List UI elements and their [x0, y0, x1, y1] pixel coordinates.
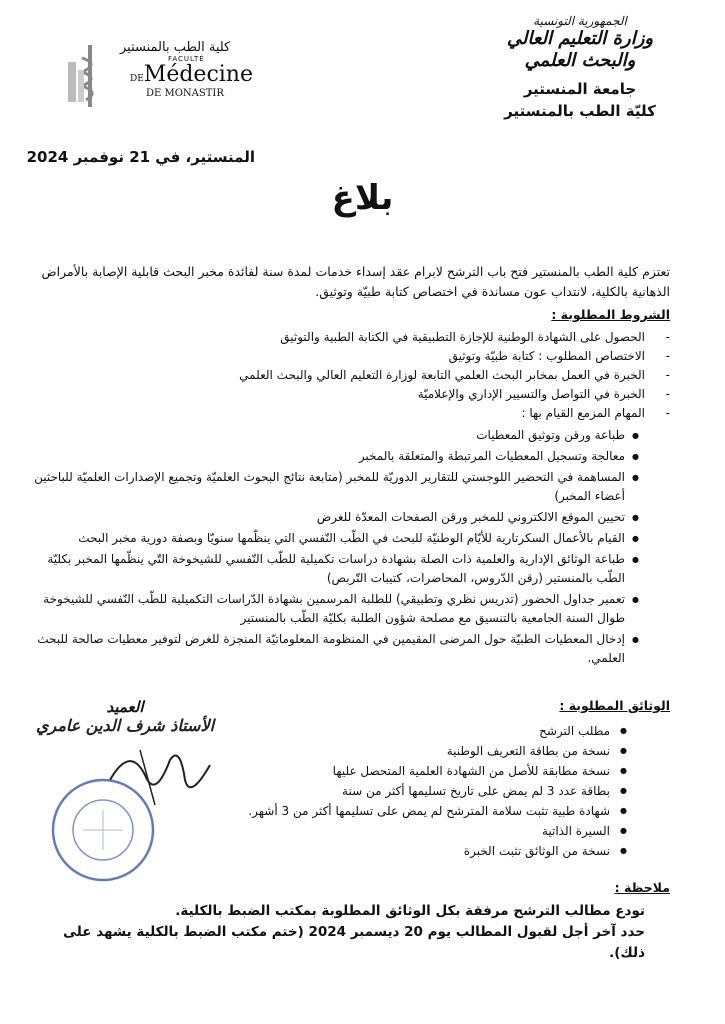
conditions-section — [32, 307, 725, 670]
list-item: ● شهادة طبية تثبت سلامة المترشح لم يمض على تسليمها أكثر من 3 أشهر. — [230, 801, 725, 821]
list-item: - المهام المزمع القيام بها : — [32, 404, 725, 423]
list-item: ● السيرة الذاتية — [230, 821, 725, 841]
header-institution — [465, 14, 695, 120]
conditions-heading: الشروط المطلوبة : — [551, 307, 670, 322]
faculty-logo — [60, 40, 253, 110]
dean-title: العميد — [106, 698, 144, 716]
list-item: - الخبرة في التواصل والتسيير الإداري والإعلاميّة — [32, 385, 725, 404]
republic-label: الجمهورية التونسية — [533, 14, 627, 28]
list-item: ● المساهمة في التحضير اللوجستي للتقارير الدوريّة للمخبر (متابعة نتائج البحوث العلميّة وتجميع الإصدارات العلميّة للباحثين أعضاء المخبر) — [32, 468, 725, 506]
note-line-2: حدد آخر أجل لقبول المطالب يوم 20 ديسمبر 2024 (ختم مكتب الضبط بالكلية يشهد على ذلك). — [63, 924, 645, 961]
list-item: ● القيام بالأعمال السكرتارية للأيّام الوطنيّة للبحث في الطّب النّفسي التي ينظّمها سنويّا وبصفة دورية مخبر البحث — [32, 529, 725, 548]
dean-signature-block — [35, 698, 215, 735]
logo-faculte: FACULTÉ — [168, 55, 205, 63]
document-date: المنستير، في 21 نوفمبر 2024 — [26, 148, 255, 166]
conditions-list — [32, 328, 725, 423]
ministry-line1: وزارة التعليم العالي — [506, 28, 654, 49]
note-section — [40, 880, 670, 964]
list-item: - الحصول على الشهادة الوطنية للإجازة التطبيقية في الكتابة الطبية والتوثيق — [32, 328, 725, 347]
list-item: ● تعمير جداول الحضور (تدريس نظري وتطبيقي) للطلبة المرسمين بشهادة الدّراسات التكميلية للطّب النّفسي للشيخوخة طوال السنة الجامعية بالتنسيق مع مصلحة شؤون الطلبة بكليّة الطّب بالمنستير — [32, 590, 725, 628]
documents-heading: الوثائق المطلوبة : — [559, 698, 670, 713]
list-item: - الخبرة في العمل بمخابر البحث العلمي التابعة لوزارة التعليم العالي والبحث العلمي — [32, 366, 725, 385]
documents-section — [230, 698, 725, 861]
tasks-list — [32, 426, 725, 668]
university-name: جامعة المنستير — [523, 80, 637, 98]
list-item: ● بطاقة عدد 3 لم يمض على تاريخ تسليمها أكثر من سنة — [230, 781, 725, 801]
official-stamp — [48, 775, 158, 885]
list-item: ● نسخة من بطاقة التعريف الوطنية — [230, 741, 725, 761]
logo-arabic: كلية الطب بالمنستير — [120, 40, 231, 55]
list-item: - الاختصاص المطلوب : كتابة طبيّة وتوثيق — [32, 347, 725, 366]
page-title: بلاغ — [331, 178, 394, 218]
list-item: ● تحيين الموقع الالكتروني للمخبر ورقن الصفحات المعدّة للغرض — [32, 508, 725, 527]
caduceus-icon — [60, 40, 120, 110]
list-item: ● طباعة ورقن وتوثيق المعطيات — [32, 426, 725, 445]
list-item: ● مطلب الترشح — [230, 721, 725, 741]
faculty-name: كليّة الطب بالمنستير — [504, 102, 656, 120]
list-item: ● معالجة وتسجيل المعطيات المرتبطة والمتعلقة بالمخبر — [32, 447, 725, 466]
note-heading: ملاحظة : — [614, 880, 670, 895]
logo-medecine: DEMédecine — [130, 62, 253, 87]
logo-monastir: DE MONASTIR — [146, 88, 224, 99]
documents-list — [230, 721, 725, 861]
intro-paragraph: تعتزم كلية الطب بالمنستير فتح باب الترشح لابرام عقد إسداء خدمات لمدة سنة لفائدة مخبر البحث قابلية الإصابة بالأمراض الذهانية بالكلية، لانتداب عون مساندة في اختصاص كتابة طبيّة وتوثيق. — [41, 264, 670, 299]
list-item: ● إدخال المعطيات الطبيّة حول المرضى المقيمين في المنظومة المعلوماتيّة المنجزة للغرض لتوفير معطيات صالحة للبحث العلمي. — [32, 630, 725, 668]
dean-name: الأستاذ شرف الدين عامري — [35, 716, 215, 735]
list-item: ● نسخة من الوثائق تثبت الخبرة — [230, 841, 725, 861]
ministry-line2: والبحث العلمي — [524, 50, 636, 71]
list-item: ● طباعة الوثائق الإدارية والعلمية ذات الصلة بشهادة دراسات تكميلية للطّب النّفسي للشيخوخة التّي ينظّمها المخبر بكليّة الطّب بالمنستير (رقن الدّروس، المحاضرات، كتيبات التّربص) — [32, 550, 725, 588]
note-line-1: تودع مطالب الترشح مرفقة بكل الوثائق المطلوبة بمكتب الضبط بالكلية. — [175, 903, 645, 919]
list-item: ● نسخة مطابقة للأصل من الشهادة العلمية المتحصل عليها — [230, 761, 725, 781]
